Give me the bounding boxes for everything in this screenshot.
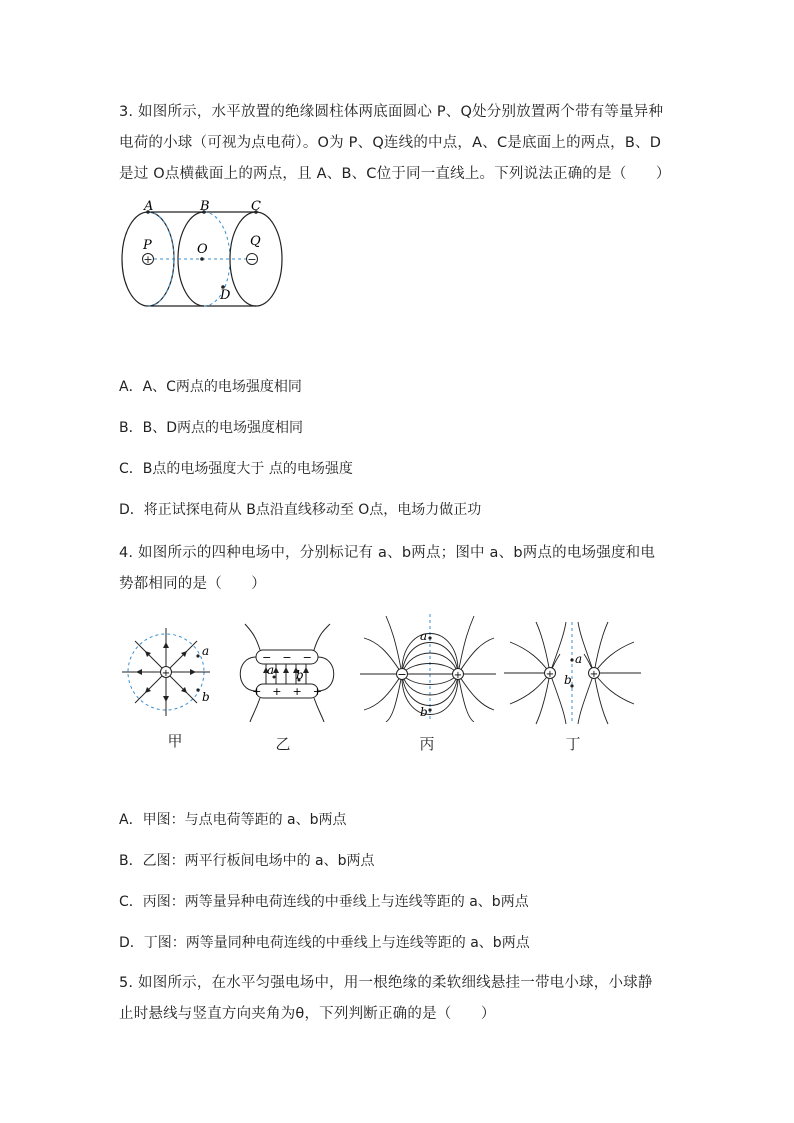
figure-yi — [230, 622, 345, 722]
q4-stem-line-2: 势都相同的是（ ） — [119, 576, 266, 592]
q4-option-a[interactable]: A．甲图：与点电荷等距的 a、b两点 — [119, 812, 347, 828]
q5-stem-line-2: 止时悬线与竖直方向夹角为θ，下列判断正确的是（ ） — [119, 1006, 496, 1022]
label-c: C — [251, 200, 261, 214]
svg-text:b: b — [420, 705, 428, 719]
q5-stem-line-1: 5. 如图所示，在水平匀强电场中，用一根绝缘的柔软细线悬挂一带电小球，小球静 — [119, 975, 653, 991]
cylinder-figure — [118, 200, 288, 310]
label-o: O — [197, 242, 208, 257]
q3-option-b[interactable]: B．B、D两点的电场强度相同 — [119, 420, 303, 436]
svg-text:a: a — [575, 652, 583, 666]
svg-text:a: a — [202, 644, 210, 658]
svg-text:+: + — [453, 670, 463, 681]
svg-text:+: + — [143, 253, 153, 266]
label-a: A — [144, 200, 154, 214]
svg-text:+ + + +: + + + + — [252, 685, 322, 698]
svg-text:−: − — [397, 668, 407, 681]
q3-stem-line-3: 是过 O点横截面上的两点，且 A、B、C位于同一直线上。下列说法正确的是（ ） — [119, 166, 671, 182]
svg-text:+: + — [545, 669, 555, 680]
q3-stem-line-2: 电荷的小球（可视为点电荷）。O为 P、Q连线的中点，A、C是底面上的两点，B、D — [119, 135, 662, 151]
svg-text:a: a — [420, 629, 428, 643]
label-p: P — [143, 238, 152, 253]
svg-text:−: − — [247, 253, 257, 266]
label-b: B — [200, 200, 210, 214]
figure-ding — [500, 620, 645, 725]
q4-option-c[interactable]: C．丙图：两等量异种电荷连线的中垂线上与连线等距的 a、b两点 — [119, 894, 529, 910]
q5-stem — [119, 968, 679, 1030]
label-d: D — [220, 288, 231, 303]
figure-bing — [358, 612, 498, 722]
caption-ding: 丁 — [565, 735, 581, 753]
svg-text:b: b — [296, 668, 304, 682]
label-q: Q — [250, 234, 261, 249]
right-end-back — [256, 212, 282, 306]
svg-text:+: + — [589, 669, 599, 680]
q4-option-d[interactable]: D．丁图：两等量同种电荷连线的中垂线上与连线等距的 a、b两点 — [119, 935, 530, 951]
figure-jia — [120, 620, 215, 720]
q3-option-a[interactable]: A．A、C两点的电场强度相同 — [119, 379, 302, 395]
caption-jia: 甲 — [167, 732, 183, 750]
svg-text:+: + — [161, 668, 171, 679]
q4-stem — [119, 538, 679, 600]
q4-option-b[interactable]: B．乙图：两平行板间电场中的 a、b两点 — [119, 853, 375, 869]
caption-yi: 乙 — [275, 735, 291, 753]
svg-text:− − −: − − − — [262, 651, 312, 664]
q4-stem-line-1: 4. 如图所示的四种电场中，分别标记有 a、b两点；图中 a、b两点的电场强度和电 — [119, 545, 656, 561]
svg-text:b: b — [564, 673, 572, 687]
q3-option-c[interactable]: C．B点的电场强度大于 点的电场强度 — [119, 461, 353, 477]
q3-stem-line-1: 3. 如图所示，水平放置的绝缘圆柱体两底面圆心 P、Q处分别放置两个带有等量异种 — [119, 104, 664, 120]
q3-option-d[interactable]: D．将正试探电荷从 B点沿直线移动至 O点，电场力做正功 — [119, 502, 482, 518]
svg-text:a: a — [267, 663, 275, 677]
svg-text:b: b — [202, 690, 210, 704]
caption-bing: 丙 — [419, 735, 435, 753]
q3-stem — [119, 97, 679, 190]
